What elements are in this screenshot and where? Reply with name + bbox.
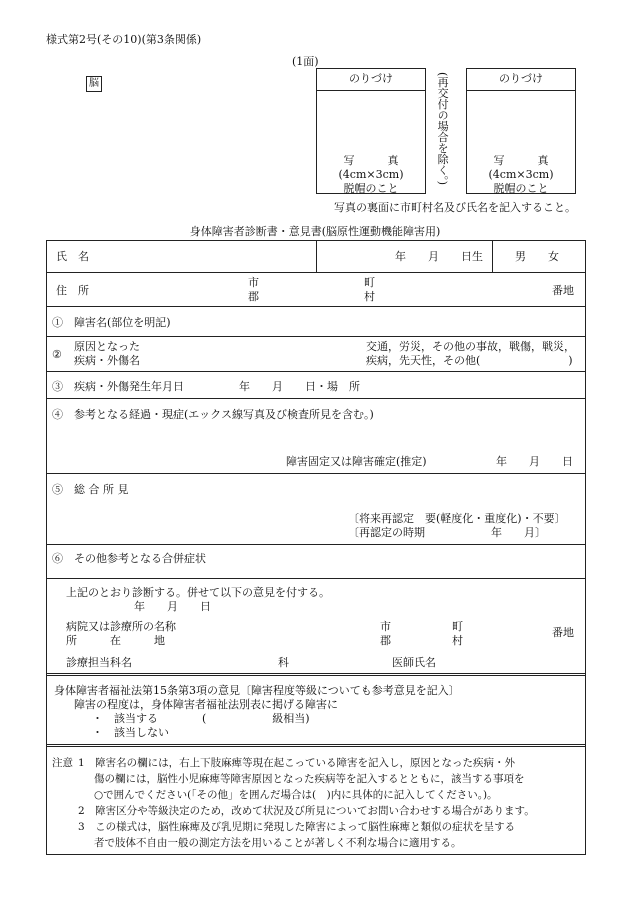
overall-findings-label: ⑤ 総 合 所 見 <box>52 483 129 496</box>
seal-mark: 脳 <box>86 76 102 92</box>
photo-size-left: (4cm×3cm) <box>338 168 404 181</box>
note-1c: ○で囲んでください(「その他」を囲んだ場合は( )内に具体的に記入してください。)。 <box>94 789 498 801</box>
photo-back-note: 写真の裏面に市町村名及び氏名を記入すること。 <box>334 201 576 214</box>
reissue-note: (再交付の場合を除く。) <box>436 72 450 186</box>
note-2: 2 障害区分や等級決定のため，改めて状況及び所見についてお問い合わせする場合があります。 <box>78 805 535 817</box>
note-1b: 傷の欄には，脳性小児麻痺等障害原因となった疾病等を記入するとともに，該当する事項を <box>94 773 525 785</box>
notes-label: 注意 <box>52 757 73 769</box>
address-label: 住 所 <box>56 284 89 297</box>
department-label: 診療担当科名 <box>66 656 132 669</box>
page-label: (1面) <box>292 55 319 68</box>
hospital-address-label: 所 在 地 <box>66 634 165 647</box>
history-label: ④ 参考となる経過・現症(エックス線写真及び検査所見を含む。) <box>52 408 374 421</box>
disability-name-label: ① 障害名(部位を明記) <box>52 316 171 329</box>
photo-size-right: (4cm×3cm) <box>488 168 554 181</box>
form-number: 様式第2号(その10)(第3条関係) <box>46 33 202 46</box>
fixed-date-label: 障害固定又は障害確定(推定) <box>286 455 427 468</box>
photo-hat-right: 脱帽のこと <box>493 182 549 195</box>
recertify-required[interactable]: 〔将来再認定 要(軽度化・重度化)・不要〕 <box>348 512 566 525</box>
photo-hat-left: 脱帽のこと <box>343 182 399 195</box>
note-3a: 3 この様式は，脳性麻痺及び乳児期に発現した障害によって脳性麻痺と類似の症状を呈する <box>78 821 516 833</box>
diagnosis-date[interactable]: 年 月 日 <box>134 600 211 613</box>
department-suffix: 科 <box>278 656 289 669</box>
cause-label-b: 疾病・外傷名 <box>74 354 140 367</box>
hospital-name-label: 病院又は診療所の名称 <box>66 620 176 633</box>
note-1a: 1 障害名の欄には，右上下肢麻痺等現在起こっている障害を記入し，原因となった疾病・外 <box>78 757 515 769</box>
city-label: 市 <box>248 276 259 289</box>
cause-options-b[interactable]: 疾病，先天性，その他( ) <box>366 354 573 367</box>
onset-date-label: ③ 疾病・外傷発生年月日 年 月 日・場 所 <box>52 380 360 393</box>
fixed-date-field[interactable]: 年 月 日 <box>496 455 573 468</box>
banchi-label: 番地 <box>552 284 574 297</box>
county-label: 郡 <box>248 290 259 303</box>
diagnosis-statement: 上記のとおり診断する。併せて以下の意見を付する。 <box>66 586 330 599</box>
diag-banchi-label: 番地 <box>552 626 574 639</box>
name-label: 氏 名 <box>56 250 89 263</box>
opinion-applicable[interactable]: ・ 該当する ( 級相当) <box>92 712 310 725</box>
birth-date-field[interactable]: 年 月 日生 <box>395 250 483 263</box>
town-label: 町 <box>364 276 375 289</box>
recertify-timing[interactable]: 〔再認定の時期 年 月〕 <box>348 526 546 539</box>
diag-city-label: 市 <box>380 620 391 633</box>
paste-label-right: のりづけ <box>499 72 543 85</box>
cause-label-a: 原因となった <box>74 340 140 353</box>
cause-number: ② <box>52 348 62 361</box>
photo-caption-left: 写 真 <box>343 154 399 167</box>
document-title: 身体障害者診断書・意見書(脳原性運動機能障害用) <box>189 225 441 238</box>
complications-label: ⑥ その他参考となる合併症状 <box>52 552 206 565</box>
diag-county-label: 郡 <box>380 634 391 647</box>
opinion-not-applicable[interactable]: ・ 該当しない <box>92 726 169 739</box>
diag-village-label: 村 <box>452 634 463 647</box>
diag-town-label: 町 <box>452 620 463 633</box>
cause-options-a[interactable]: 交通，労災，その他の事故，戦傷，戦災， <box>366 340 575 353</box>
note-3b: 者で肢体不自由一般の測定方法を用いることが著しく不利な場合に適用する。 <box>94 837 462 849</box>
doctor-name-label: 医師氏名 <box>392 656 436 669</box>
paste-label-left: のりづけ <box>349 72 393 85</box>
opinion-heading: 身体障害者福祉法第15条第3項の意見〔障害程度等級についても参考意見を記入〕 <box>54 684 460 697</box>
village-label: 村 <box>364 290 375 303</box>
opinion-sub: 障害の程度は，身体障害者福祉法別表に掲げる障害に <box>74 698 338 711</box>
sex-field[interactable]: 男 女 <box>515 250 559 263</box>
photo-caption-right: 写 真 <box>493 154 549 167</box>
